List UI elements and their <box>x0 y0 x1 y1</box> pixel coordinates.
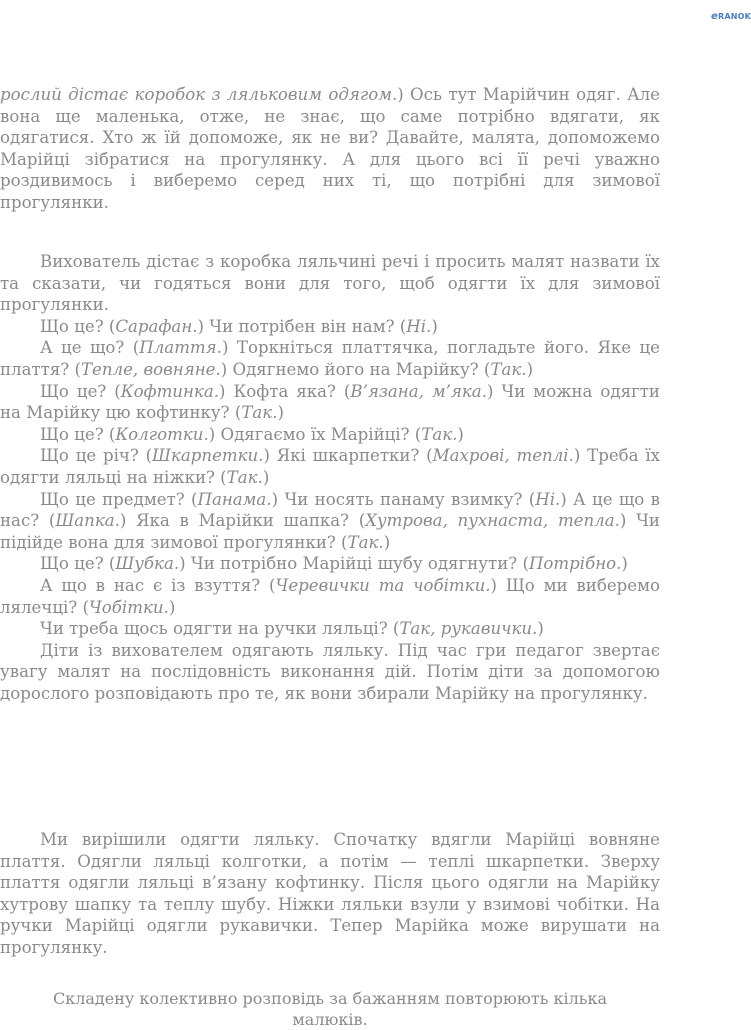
dialog-answer: Так. <box>490 359 527 379</box>
dialog-answer: Панама. <box>197 489 272 509</box>
dialog-line <box>0 316 660 338</box>
dialog-question: ) Кофта яка? ( <box>219 381 351 401</box>
dialog-question: ) А це що в нас? ( <box>0 489 660 531</box>
publisher-logo <box>711 6 751 28</box>
dialog-question: Що це? ( <box>40 424 116 444</box>
dialog-line <box>0 618 660 640</box>
story-text: Ми вирішили одягти ляльку. Спочатку вдягли Марійці вовняне плаття. Одягли ляльці колготки, а потім — теплі шкарпетки. Зверху плаття одягли ляльці в’язану кофтинку. Після цього одягли на Марійку хутрову шапку та теплу шубу. Ніжки ляльки взули у взимові чобітки. На ручки Марійці одягли рукавички. Тепер Марійка може вирушати на прогулянку. <box>0 830 660 957</box>
dialog-answer: Потрібно. <box>528 554 622 574</box>
dialog-answer: Шапка. <box>55 511 120 531</box>
logo-e-glyph: e <box>710 11 718 22</box>
dialog-question: ) Яка в Марійки шапка? ( <box>119 511 366 531</box>
paragraph-2-outro: Діти із вихователем одягають ляльку. Під час гри педагог звертає увагу малят на послідовність виконання дій. Потім діти за допомогою дорослого розповідають про те, як вони збирали Марійку на прогулянку. <box>0 640 660 703</box>
dialog-answer: Хутрова, пухнаста, тепла. <box>365 511 620 531</box>
dialog-answer: Ні. <box>535 489 561 509</box>
dialog-question: ) <box>526 359 534 379</box>
dialog-question: ) Чи підійде вона для зимової прогулянки? ( <box>0 511 660 552</box>
dialog-line <box>0 489 660 554</box>
dialog-answer: Тепле, вовняне. <box>80 359 221 379</box>
dialog-block <box>0 316 660 640</box>
dialog-question: Що це? ( <box>40 316 116 336</box>
dialog-question: ) Чи можна одягти на Марійку цю кофтинку? ( <box>0 381 660 423</box>
dialog-answer: Махрові, теплі. <box>432 446 574 466</box>
dialog-answer: В’язана, м’яка. <box>350 381 487 401</box>
closing-note: Складену колективно розповідь за бажанням повторюють кілька малюків. <box>52 989 608 1029</box>
dialog-question: ) <box>537 619 544 639</box>
paragraph-1-rest: ) Ось тут Марійчин одяг. Але вона ще маленька, отже, не знає, що саме потрібно вдягати, як одягатися. Хто ж їй допоможе, як не ви? Давайте, малята, допоможемо Марійці зібратися на прогулянку. А для цього всі її речі уважно роздивимось і виберемо серед них ті, що потрібні для зимової прогулянки. <box>0 85 660 212</box>
paragraph-3 <box>0 829 660 959</box>
dialog-question: ) Чи носять панаму взимку? ( <box>271 489 536 509</box>
dialog-question: Що це? ( <box>40 381 121 401</box>
dialog-answer: Так. <box>241 403 278 423</box>
dialog-line <box>0 337 660 380</box>
dialog-question: Що це предмет? ( <box>40 489 198 509</box>
dialog-question: ) <box>431 316 438 336</box>
dialog-question: ) Треба їх одягти ляльці на ніжки? ( <box>0 446 660 487</box>
dialog-question: ) <box>262 467 270 487</box>
paragraph-2-intro: Вихователь дістає з коробка ляльчині речі і просить малят назвати їх та сказати, чи годяться вони для того, щоб одягти їх для зимової прогулянки. <box>0 252 660 315</box>
dialog-question: ) <box>457 424 464 444</box>
dialog-answer: Ні. <box>406 316 432 336</box>
dialog-line <box>0 575 660 618</box>
dialog-question: Чи треба щось одягти на ручки ляльці? ( <box>40 619 400 639</box>
dialog-answer: Плаття. <box>139 338 222 358</box>
dialog-question: А що в нас є із взуття? ( <box>40 575 276 595</box>
dialog-question: ) Які шкарпетки? ( <box>263 446 433 466</box>
dialog-answer: Сарафан. <box>115 316 198 336</box>
dialog-answer: Черевички та чобітки. <box>275 575 491 595</box>
dialog-answer: Кофтинка. <box>120 381 219 401</box>
logo-text: RANOK <box>717 12 751 21</box>
dialog-question: ) <box>621 554 628 574</box>
dialog-question: ) Одягнемо його на Марійку? ( <box>220 359 491 379</box>
dialog-line <box>0 445 660 488</box>
dialog-question: ) <box>277 403 284 423</box>
dialog-answer: Так. <box>421 424 458 444</box>
dialog-question: ) Чи потрібен він нам? ( <box>197 316 407 336</box>
dialog-question: ) <box>383 532 391 552</box>
dialog-answer: Шубка. <box>115 554 180 574</box>
italic-lead: рослий дістає коробок з ляльковим одягом. <box>0 85 398 104</box>
dialog-question: Що це? ( <box>40 554 116 574</box>
dialog-question: ) Що ми виберемо лялечці? ( <box>0 575 660 617</box>
dialog-question: ) <box>168 597 176 617</box>
dialog-question: ) Торкніться платтячка, погладьте його. Яке це плаття? ( <box>0 338 660 379</box>
dialog-answer: Так, рукавички. <box>399 619 538 639</box>
paragraph-2 <box>0 251 660 704</box>
dialog-line <box>0 381 660 424</box>
dialog-question: А це що? ( <box>40 338 140 358</box>
paragraph-1-text <box>0 84 660 214</box>
dialog-line <box>0 553 660 575</box>
dialog-answer: Так. <box>226 467 263 487</box>
paragraph-1 <box>0 84 660 214</box>
dialog-question: ) Одягаємо їх Марійці? ( <box>208 424 422 444</box>
dialog-question: ) Чи потрібно Марійці шубу одягнути? ( <box>179 554 529 574</box>
dialog-answer: Шкарпетки. <box>152 446 264 466</box>
dialog-answer: Так. <box>347 532 384 552</box>
dialog-question: Що це річ? ( <box>40 446 153 466</box>
dialog-answer: Чобітки. <box>88 597 169 617</box>
dialog-answer: Колготки. <box>115 424 209 444</box>
dialog-line <box>0 424 660 446</box>
